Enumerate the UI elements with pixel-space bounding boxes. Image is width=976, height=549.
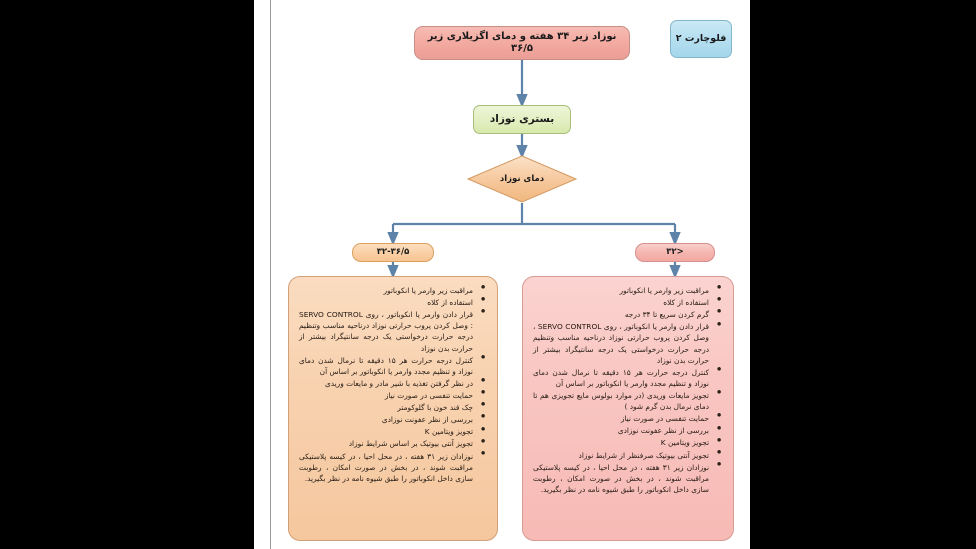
list-item: ● چک قند خون با گلوکومتر: [299, 402, 475, 413]
branch-label-severe-hypothermia: <۳۲: [635, 243, 715, 262]
list-item: ● استفاده از کلاه: [299, 297, 475, 308]
list-item: ● نوزادان زیر ۳۱ هفته ، در محل احیا ، در کیسه پلاستیکی مراقبت شوند ، در بخش در صورت امکان ، رطوبت سازی داخل انکوباتور را طبق شیوه نامه در نظر بگیرید.: [533, 462, 711, 495]
list-item: ● تجویز ویتامین K: [299, 426, 475, 437]
admission-step-box: بستری نوزاد: [473, 105, 571, 134]
care-plan-list-severe: [533, 285, 723, 495]
list-item: ● مراقبت زیر وارمر یا انکوباتور: [299, 285, 475, 296]
care-plan-panel-moderate: [288, 276, 498, 541]
care-plan-list-moderate: [299, 285, 487, 484]
list-item: ● مراقبت زیر وارمر یا انکوباتور: [533, 285, 711, 296]
temperature-decision-node: [467, 155, 577, 203]
list-item: ● تجویز آنتی بیوتیک بر اساس شرایط نوزاد: [299, 438, 475, 449]
list-item: ● نوزادان زیر ۳۱ هفته ، در محل احیا ، در کیسه پلاستیکی مراقبت شوند ، در بخش در صورت امکان ، رطوبت سازی داخل انکوباتور را طبق شیوه نامه در نظر بگیرید.: [299, 451, 475, 484]
list-item: ● قرار دادن وارمر یا انکوباتور ، روی SERVO CONTROL ، وصل کردن پروب حرارتی نوزاد درناحیه مناسب وتنظیم درجه حرارت درخواستی یک درجه سانتیگراد بیشتر از حرارت بدن نوزاد: [533, 321, 711, 365]
care-plan-panel-severe: [522, 276, 734, 541]
list-item: ● استفاده از کلاه: [533, 297, 711, 308]
list-item: ● کنترل درجه حرارت هر ۱۵ دقیقه تا نرمال شدن دمای نوزاد و تنظیم مجدد وارمر یا انکوباتور بر اساس آن: [533, 367, 711, 389]
entry-criteria-box: نوزاد زیر ۳۴ هفته و دمای اگزیلاری زیر ۳۶/۵: [414, 26, 630, 60]
list-item: ● حمایت تنفسی در صورت نیاز: [299, 390, 475, 401]
list-item: ● تجویز مایعات وریدی (در موارد بولوس مایع تجویزی هم تا دمای نرمال بدن گرم شود ): [533, 390, 711, 412]
list-item: ● در نظر گرفتن تغذیه با شیر مادر و مایعات وریدی: [299, 378, 475, 389]
flowchart-canvas: [254, 0, 750, 549]
list-item: ● حمایت تنفسی در صورت نیاز: [533, 413, 711, 424]
branch-label-normothermia-range: ۳۲-۳۶/۵: [352, 243, 434, 262]
list-item: ● تجویز آنتی بیوتیک صرفنظر از شرایط نوزاد: [533, 450, 711, 461]
list-item: ● قرار دادن وارمر یا انکوباتور ، روی SERVO CONTROL : وصل کردن پروب حرارتی نوزاد درناحیه مناسب وتنظیم درجه حرارت درخواستی یک درجه سانتیگراد بیشتر از حرارت بدن نوزاد: [299, 309, 475, 353]
list-item: ● کنترل درجه حرارت هر ۱۵ دقیقه تا نرمال شدن دمای نوزاد و تنظیم مجدد وارمر یا انکوباتور بر اساس آن: [299, 355, 475, 377]
decision-label: دمای نوزاد: [499, 174, 545, 184]
flowchart-number-badge: فلوچارت ۲: [670, 20, 732, 58]
document-page: [254, 0, 750, 549]
list-item: ● بررسی از نظر عفونت نوزادی: [299, 414, 475, 425]
list-item: ● بررسی از نظر عفونت نوزادی: [533, 425, 711, 436]
list-item: ● گرم کردن سریع تا ۳۴ درجه: [533, 309, 711, 320]
list-item: ● تجویز ویتامین K: [533, 437, 711, 448]
